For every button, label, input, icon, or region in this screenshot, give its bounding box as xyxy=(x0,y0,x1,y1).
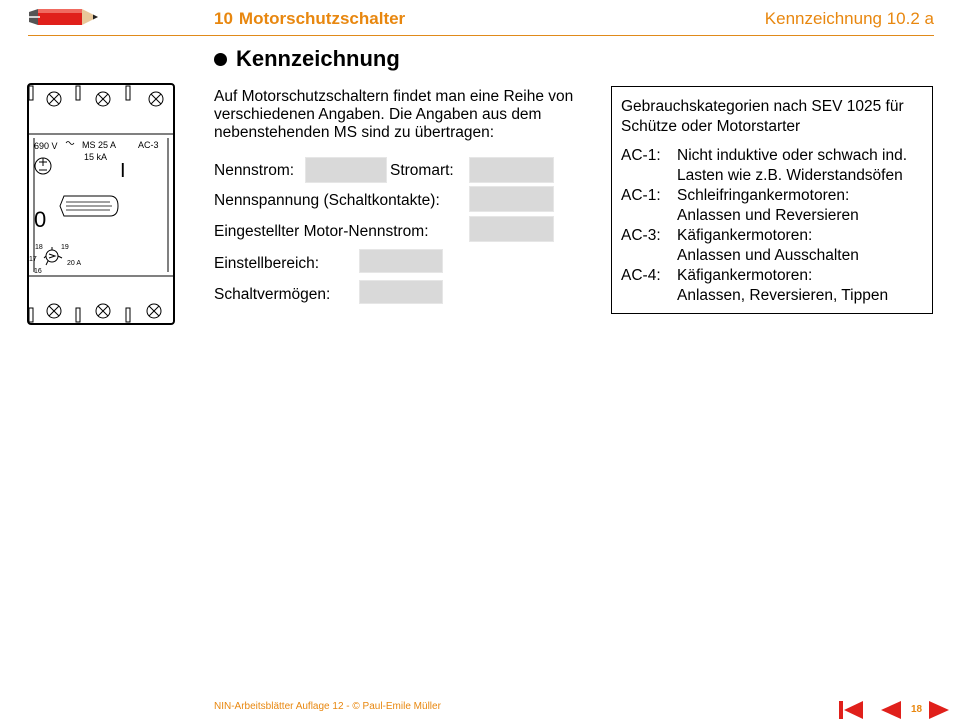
category-description: Käfigankermotoren: xyxy=(677,227,813,244)
header-divider xyxy=(28,35,934,36)
dial-label-16: 16 xyxy=(34,268,42,275)
categories-title: Gebrauchskategorien nach SEV 1025 für Schütze oder Motorstarter xyxy=(621,98,904,135)
toggle-lever xyxy=(60,196,118,216)
dial-label-17: 17 xyxy=(29,256,37,263)
nennspannung-answer-field[interactable] xyxy=(469,186,554,212)
dial-label-19: 19 xyxy=(61,244,69,251)
category-code: AC-1: xyxy=(621,187,661,204)
section-reference: Kennzeichnung 10.2 a xyxy=(764,9,934,28)
nennspannung-label: Nennspannung (Schaltkontakte): xyxy=(214,192,440,209)
model-label: MS 25 A xyxy=(82,140,117,150)
next-page-icon[interactable] xyxy=(928,700,950,720)
category-description: Schleifringankermotoren: xyxy=(677,187,850,204)
chapter-name: Motorschutzschalter xyxy=(238,9,406,28)
first-page-icon[interactable] xyxy=(838,700,864,720)
category-description: Lasten wie z.B. Widerstandsöfen xyxy=(677,167,903,184)
bullet-icon xyxy=(214,53,227,66)
chapter-number: 10 xyxy=(214,9,233,28)
off-symbol: 0 xyxy=(34,207,47,232)
categories-list xyxy=(621,146,932,306)
page-number: 18 xyxy=(911,704,923,715)
category-item xyxy=(621,146,932,186)
usage-categories-box xyxy=(611,86,933,314)
category-item xyxy=(621,226,932,266)
stromart-label: Stromart: xyxy=(390,162,454,179)
footer-copyright: NIN-Arbeitsblätter Auflage 12 - © Paul-Emile Müller xyxy=(214,701,441,712)
category-description: Nicht induktive oder schwach ind. xyxy=(677,147,908,164)
schaltvermoegen-answer-field[interactable] xyxy=(359,280,443,304)
nennstrom-label: Nennstrom: xyxy=(214,162,295,179)
stromart-answer-field[interactable] xyxy=(469,157,554,183)
einstellbereich-label: Einstellbereich: xyxy=(214,255,320,272)
on-symbol: I xyxy=(120,160,126,182)
category-item xyxy=(621,266,932,306)
category-description: Anlassen und Reversieren xyxy=(677,207,859,224)
motor-nennstrom-label: Eingestellter Motor-Nennstrom: xyxy=(214,223,429,240)
category-item xyxy=(621,186,932,226)
voltage-label: 690 V xyxy=(34,141,58,151)
motor-protection-switch-illustration xyxy=(26,82,176,326)
category-label: AC-3 xyxy=(138,140,159,150)
category-code: AC-4: xyxy=(621,267,661,284)
chapter-title xyxy=(214,9,405,29)
section-heading xyxy=(214,46,400,72)
heading-text: Kennzeichnung xyxy=(236,46,400,71)
pencil-logo-icon xyxy=(26,6,102,28)
category-description: Käfigankermotoren: xyxy=(677,267,813,284)
dial-label-18: 18 xyxy=(35,244,43,251)
previous-page-icon[interactable] xyxy=(880,700,902,720)
category-description: Anlassen, Reversieren, Tippen xyxy=(677,287,889,304)
category-description: Anlassen und Ausschalten xyxy=(677,247,859,264)
dial-label-20: 20 A xyxy=(67,260,82,267)
category-code: AC-1: xyxy=(621,147,661,164)
intro-text: Auf Motorschutzschaltern findet man eine Reihe von verschiedenen Angaben. Die Angaben aus dem nebenstehenden MS sind zu übertragen: xyxy=(214,88,574,141)
nennstrom-answer-field[interactable] xyxy=(305,157,387,183)
motor-nennstrom-answer-field[interactable] xyxy=(469,216,554,242)
einstellbereich-answer-field[interactable] xyxy=(359,249,443,273)
schaltvermoegen-label: Schaltvermögen: xyxy=(214,286,331,303)
breaking-capacity-label: 15 kA xyxy=(84,152,108,162)
category-code: AC-3: xyxy=(621,227,661,244)
